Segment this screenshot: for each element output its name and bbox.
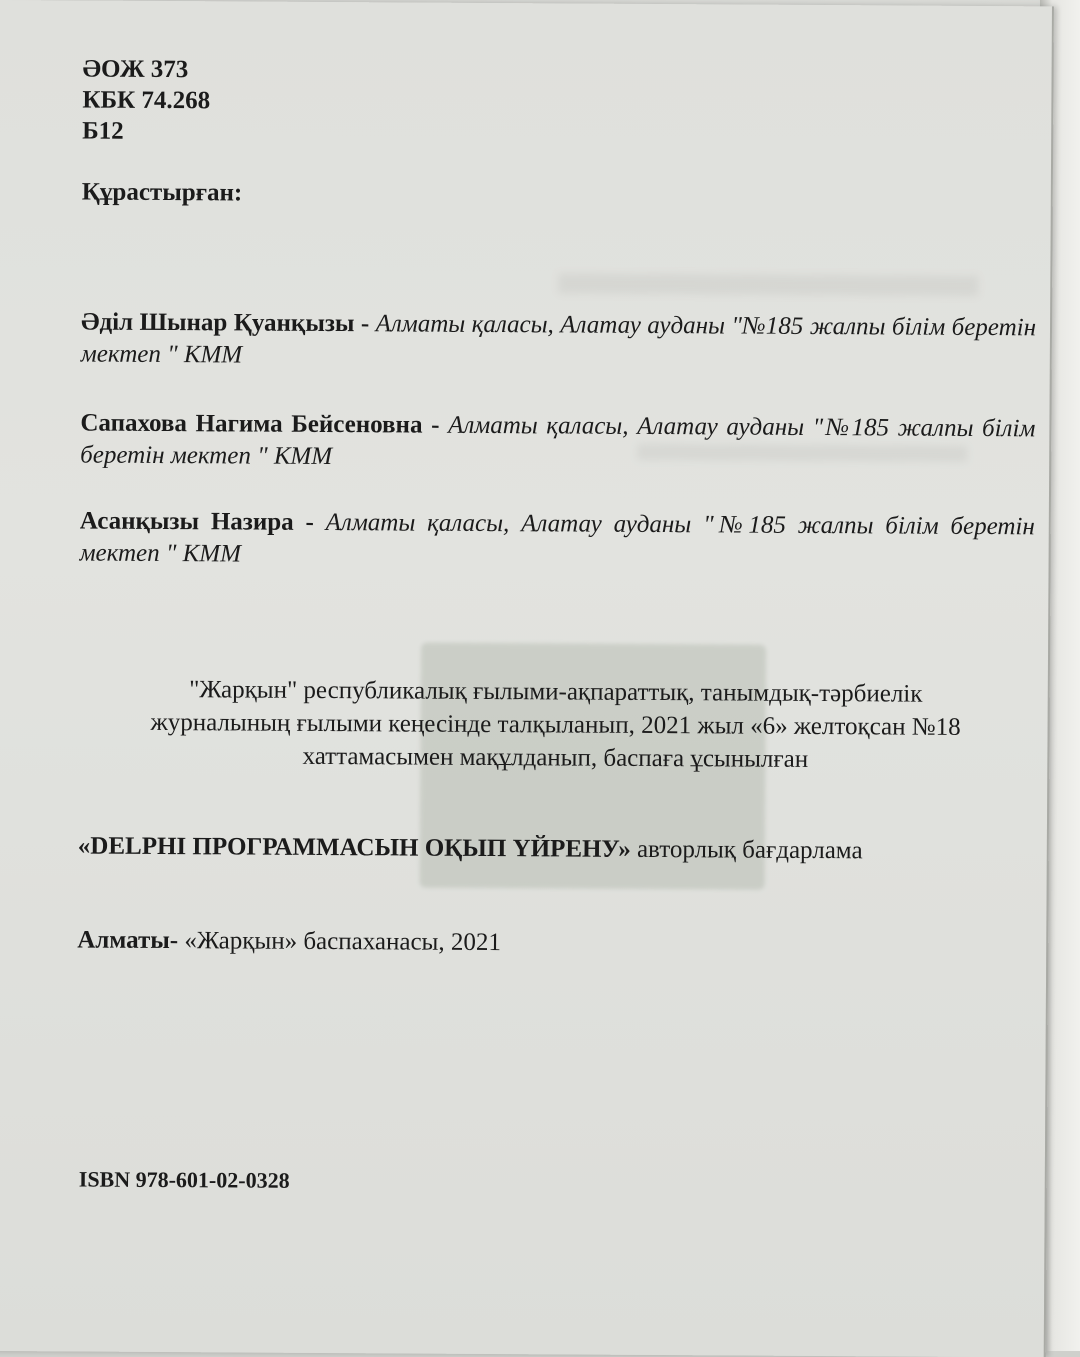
approval-line: журналының ғылыми кеңесінде талқыланып, 2021 жыл «6» желтоқсан №18 — [150, 708, 961, 741]
author-separator: - — [422, 411, 449, 439]
author-name: Сапахова Нагима Бейсеновна — [80, 409, 423, 439]
author-entry — [81, 307, 1036, 377]
author-entry — [80, 505, 1035, 575]
book-title: «DELPHI ПРОГРАММАСЫН ОҚЫП ҮЙРЕНУ» — [77, 832, 631, 863]
book-subtitle: авторлық бағдарлама — [630, 835, 863, 865]
compiled-by-label: Құрастырған: — [81, 178, 243, 207]
author-separator: - — [293, 508, 326, 536]
udc-code: ӘОЖ 373 — [82, 55, 189, 84]
publisher-details: «Жарқын» баспаханасы, 2021 — [178, 927, 501, 957]
author-affiliation: Алматы қаласы, Алатау ауданы "№185 жалпы білім беретін мектеп " КММ — [79, 508, 1035, 568]
author-affiliation: Алматы қаласы, Алатау ауданы "№185 жалпы білім беретін мектеп " КММ — [80, 411, 1036, 471]
author-name: Әділ Шынар Қуанқызы — [80, 308, 355, 338]
author-entry — [80, 407, 1035, 477]
author-name: Асанқызы Назира — [79, 507, 294, 536]
isbn: ISBN 978-601-02-0328 — [78, 1166, 290, 1193]
approval-line: "Жарқын" республикалық ғылыми-ақпараттық, танымдық-тәрбиелік — [189, 676, 923, 708]
author-mark: Б12 — [82, 117, 124, 145]
bleed-through-text — [558, 273, 978, 296]
lbc-code: КБК 74.268 — [82, 86, 211, 115]
author-separator: - — [354, 310, 376, 338]
approval-line: хаттамасымен мақұлданып, баспаға ұсынылған — [302, 742, 809, 773]
publisher-line — [77, 924, 501, 959]
approval-statement — [75, 672, 1036, 777]
author-affiliation: Алматы қаласы, Алатау ауданы "№185 жалпы білім беретін мектеп " КММ — [80, 310, 1037, 369]
publisher-city: Алматы- — [77, 926, 179, 955]
classification-codes — [82, 54, 210, 148]
book-title-line — [78, 830, 863, 867]
